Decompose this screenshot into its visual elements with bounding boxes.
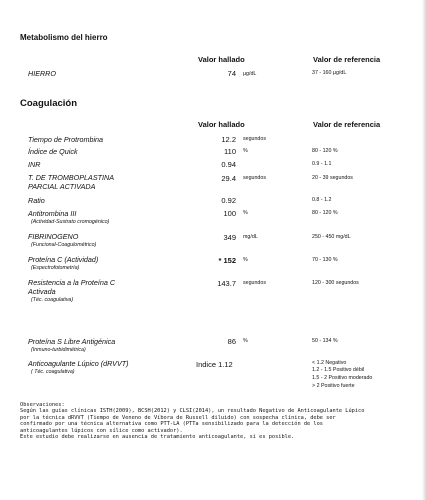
row-name: INR — [28, 160, 41, 169]
row-unit: segundos — [243, 175, 266, 181]
row-hierro-name: HIERRO — [28, 69, 56, 78]
row-value: 12.2 — [221, 135, 236, 144]
header-valor-hallado: Valor hallado — [198, 55, 245, 64]
row-hierro-unit: µg/dL — [243, 71, 257, 77]
row-hierro-ref: 37 - 160 µg/dL — [312, 70, 347, 76]
row-ref: 120 - 300 segundos — [312, 280, 359, 286]
row-value: 0.94 — [221, 160, 236, 169]
row-unit: % — [243, 338, 248, 344]
observaciones-text: Observaciones: Según las guías clínicas ISTH(2009), BCSH(2012) y CLSI(2014), un resultado Negativo de Anticoagulante Lúpico por la técnica dRVVT (Tiempo de Veneno de Víbora de Russell diluido) con sospecha clínica, debe ser confirmado por una técnica alternativa como PTT-LA (PTTa sensibilizado para la detección de los anticoagulantes lúpicos con sílice como activador). Este estudio debe realizarse en ausencia de tratamiento anticoagulante, si es posible. — [20, 402, 365, 441]
row-name: Proteína S Libre Antigénica — [28, 337, 116, 346]
row-ref: 1.5 - 2 Positivo moderado — [312, 375, 373, 381]
row-unit: % — [243, 257, 248, 263]
row-name-line2: PARCIAL ACTIVADA — [28, 182, 96, 191]
row-ref: 80 - 120 % — [312, 210, 338, 216]
row-ref: 20 - 39 segundos — [312, 175, 353, 181]
row-ref: 50 - 134 % — [312, 338, 338, 344]
row-ref: < 1.2 Negativo — [312, 360, 347, 366]
section-title-metabolismo: Metabolismo del hierro — [20, 33, 108, 42]
row-method: (Inmuno-turbidimétrica) — [31, 347, 86, 353]
row-unit: % — [243, 210, 248, 216]
section-title-coagulacion: Coagulación — [20, 98, 78, 109]
page-edge-shadow — [422, 0, 427, 500]
row-value: 0.92 — [221, 196, 236, 205]
row-value: 143.7 — [217, 279, 236, 288]
row-value: 100 — [223, 209, 236, 218]
row-value: Indice 1.12 — [196, 360, 233, 369]
row-name: Resistencia a la Proteína C — [28, 278, 116, 287]
row-name: Índice de Quick — [28, 147, 78, 156]
row-unit: mg/dL — [243, 234, 258, 240]
row-ref: 80 - 120 % — [312, 148, 338, 154]
row-name: Anticoagulante Lúpico (dRVVT) — [28, 359, 129, 368]
row-ref: > 2 Positivo fuerte — [312, 383, 355, 389]
row-unit: % — [243, 148, 248, 154]
row-ref: 250 - 450 mg/dL — [312, 234, 351, 240]
row-name: Antitrombina III — [28, 209, 77, 218]
row-unit: segundos — [243, 136, 266, 142]
row-name: Ratio — [28, 196, 45, 205]
row-method: (Funcional-Coagulométrico) — [31, 242, 97, 248]
row-name-line2: Activada — [28, 287, 56, 296]
row-name: T. DE TROMBOPLASTINA — [28, 173, 114, 182]
row-ref: 0.8 - 1.2 — [312, 197, 332, 203]
row-ref: 70 - 130 % — [312, 257, 338, 263]
row-name: Proteína C (Actividad) — [28, 255, 99, 264]
row-name: Tiempo de Protrombina — [28, 135, 104, 144]
row-method: ( Téc. coagulativa) — [31, 369, 75, 375]
header-valor-referencia: Valor de referencia — [313, 55, 381, 64]
row-value: 86 — [227, 337, 236, 346]
row-name: FIBRINOGENO — [28, 232, 79, 241]
row-ref: 0.9 - 1.1 — [312, 161, 332, 167]
row-value-flagged: * 152 — [218, 256, 236, 265]
row-hierro-value: 74 — [227, 69, 236, 78]
row-value: 110 — [224, 147, 236, 156]
row-ref: 1.2 - 1.5 Positivo débil — [312, 367, 365, 373]
row-method: (Actividad-Sustrato cromogénico) — [31, 219, 110, 225]
row-method: (Téc. coagulativa) — [31, 297, 74, 303]
row-value: 349 — [223, 233, 236, 242]
header-valor-referencia: Valor de referencia — [313, 120, 381, 129]
header-valor-hallado: Valor hallado — [198, 120, 245, 129]
row-value: 29.4 — [221, 174, 236, 183]
row-method: (Espectrofotometría) — [31, 265, 80, 271]
row-unit: segundos — [243, 280, 266, 286]
